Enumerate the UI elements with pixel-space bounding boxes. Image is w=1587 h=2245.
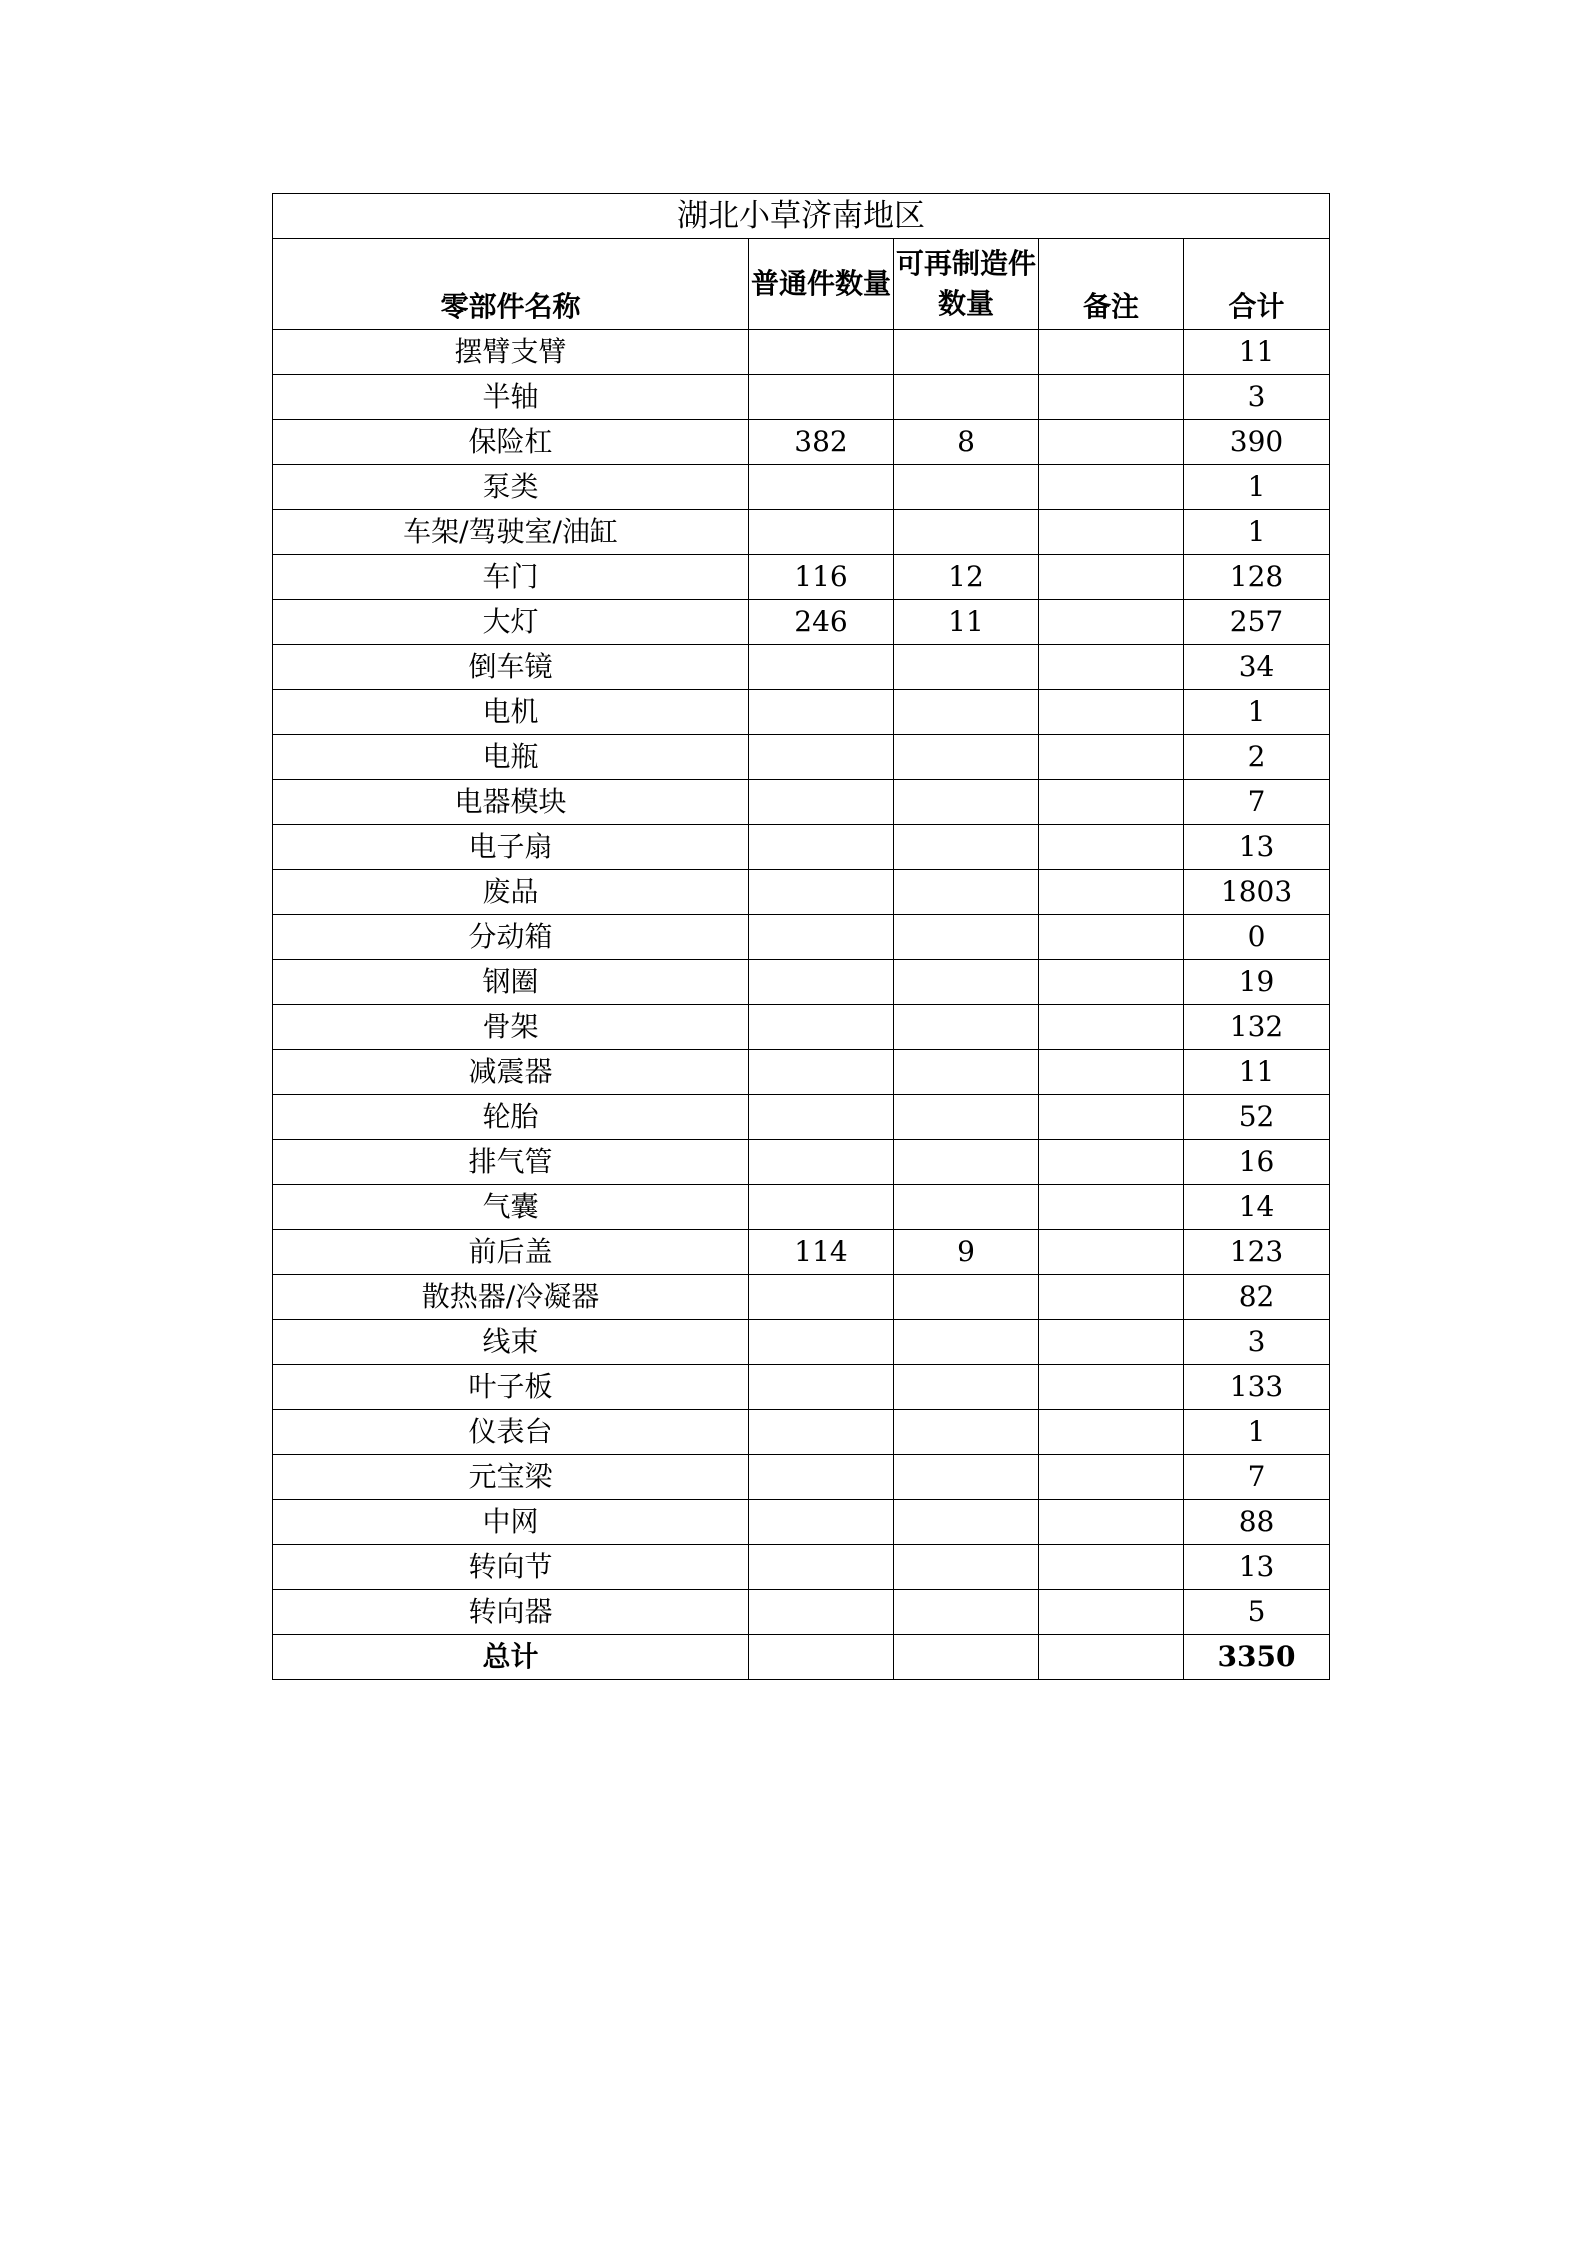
cell-remark — [1039, 1140, 1184, 1185]
cell-normal-qty — [749, 1050, 894, 1095]
cell-reman-qty — [894, 960, 1039, 1005]
cell-total: 5 — [1184, 1590, 1330, 1635]
cell-reman-qty: 8 — [894, 420, 1039, 465]
cell-part-name: 叶子板 — [273, 1365, 749, 1410]
cell-remark — [1039, 465, 1184, 510]
cell-total: 13 — [1184, 825, 1330, 870]
table-row — [273, 510, 1330, 555]
cell-normal-qty — [749, 780, 894, 825]
table-row — [273, 1050, 1330, 1095]
table-row — [273, 1365, 1330, 1410]
cell-total: 88 — [1184, 1500, 1330, 1545]
cell-total: 16 — [1184, 1140, 1330, 1185]
cell-reman-qty — [894, 915, 1039, 960]
cell-part-name: 泵类 — [273, 465, 749, 510]
cell-part-name: 电瓶 — [273, 735, 749, 780]
total-row — [273, 1635, 1330, 1680]
cell-remark — [1039, 1410, 1184, 1455]
cell-reman-qty — [894, 645, 1039, 690]
cell-normal-qty — [749, 1140, 894, 1185]
total-remark — [1039, 1635, 1184, 1680]
table-row — [273, 1005, 1330, 1050]
cell-part-name: 仪表台 — [273, 1410, 749, 1455]
cell-reman-qty — [894, 1005, 1039, 1050]
cell-remark — [1039, 915, 1184, 960]
cell-remark — [1039, 1590, 1184, 1635]
cell-part-name: 前后盖 — [273, 1230, 749, 1275]
cell-part-name: 中网 — [273, 1500, 749, 1545]
cell-normal-qty: 116 — [749, 555, 894, 600]
cell-part-name: 轮胎 — [273, 1095, 749, 1140]
cell-normal-qty — [749, 1500, 894, 1545]
cell-reman-qty — [894, 780, 1039, 825]
cell-remark — [1039, 1275, 1184, 1320]
cell-normal-qty — [749, 1365, 894, 1410]
cell-remark — [1039, 1050, 1184, 1095]
cell-normal-qty — [749, 1095, 894, 1140]
cell-part-name: 线束 — [273, 1320, 749, 1365]
cell-normal-qty — [749, 690, 894, 735]
cell-reman-qty — [894, 465, 1039, 510]
table-row — [273, 330, 1330, 375]
table-row — [273, 825, 1330, 870]
table-row — [273, 1410, 1330, 1455]
cell-part-name: 车架/驾驶室/油缸 — [273, 510, 749, 555]
cell-normal-qty — [749, 825, 894, 870]
table-row — [273, 645, 1330, 690]
table-row — [273, 600, 1330, 645]
header-row — [273, 239, 1330, 330]
table-row — [273, 1275, 1330, 1320]
cell-normal-qty — [749, 1410, 894, 1455]
cell-part-name: 排气管 — [273, 1140, 749, 1185]
table-row — [273, 870, 1330, 915]
cell-total: 19 — [1184, 960, 1330, 1005]
cell-normal-qty — [749, 510, 894, 555]
cell-part-name: 半轴 — [273, 375, 749, 420]
cell-total: 0 — [1184, 915, 1330, 960]
cell-part-name: 气囊 — [273, 1185, 749, 1230]
cell-part-name: 保险杠 — [273, 420, 749, 465]
cell-total: 11 — [1184, 1050, 1330, 1095]
header-normal-qty: 普通件数量 — [749, 239, 894, 330]
cell-total: 13 — [1184, 1545, 1330, 1590]
table-row — [273, 915, 1330, 960]
total-label: 总计 — [273, 1635, 749, 1680]
cell-normal-qty — [749, 1545, 894, 1590]
cell-remark — [1039, 1545, 1184, 1590]
cell-normal-qty — [749, 1275, 894, 1320]
cell-part-name: 大灯 — [273, 600, 749, 645]
table-row — [273, 735, 1330, 780]
cell-reman-qty — [894, 1455, 1039, 1500]
table-row — [273, 780, 1330, 825]
cell-remark — [1039, 600, 1184, 645]
cell-part-name: 废品 — [273, 870, 749, 915]
cell-reman-qty — [894, 1365, 1039, 1410]
cell-total: 52 — [1184, 1095, 1330, 1140]
cell-reman-qty — [894, 1410, 1039, 1455]
cell-remark — [1039, 645, 1184, 690]
table-row — [273, 690, 1330, 735]
cell-normal-qty — [749, 465, 894, 510]
cell-reman-qty — [894, 375, 1039, 420]
cell-remark — [1039, 825, 1184, 870]
total-normal-qty — [749, 1635, 894, 1680]
cell-normal-qty — [749, 735, 894, 780]
cell-total: 390 — [1184, 420, 1330, 465]
table-row — [273, 555, 1330, 600]
cell-remark — [1039, 960, 1184, 1005]
cell-part-name: 钢圈 — [273, 960, 749, 1005]
cell-normal-qty — [749, 1320, 894, 1365]
header-total: 合计 — [1184, 239, 1330, 330]
cell-remark — [1039, 690, 1184, 735]
cell-remark — [1039, 1230, 1184, 1275]
cell-part-name: 摆臂支臂 — [273, 330, 749, 375]
cell-total: 3 — [1184, 375, 1330, 420]
cell-part-name: 转向器 — [273, 1590, 749, 1635]
cell-reman-qty — [894, 1320, 1039, 1365]
table-title: 湖北小草济南地区 — [273, 194, 1330, 239]
table-row — [273, 1590, 1330, 1635]
cell-remark — [1039, 375, 1184, 420]
cell-part-name: 电机 — [273, 690, 749, 735]
cell-reman-qty — [894, 1185, 1039, 1230]
cell-total: 34 — [1184, 645, 1330, 690]
cell-remark — [1039, 420, 1184, 465]
cell-reman-qty — [894, 1590, 1039, 1635]
cell-reman-qty — [894, 690, 1039, 735]
cell-part-name: 减震器 — [273, 1050, 749, 1095]
table-row — [273, 1500, 1330, 1545]
cell-remark — [1039, 1185, 1184, 1230]
cell-normal-qty: 114 — [749, 1230, 894, 1275]
cell-total: 1 — [1184, 690, 1330, 735]
grand-total: 3350 — [1184, 1635, 1330, 1680]
cell-total: 14 — [1184, 1185, 1330, 1230]
cell-part-name: 电子扇 — [273, 825, 749, 870]
cell-total: 11 — [1184, 330, 1330, 375]
cell-normal-qty — [749, 960, 894, 1005]
cell-remark — [1039, 1455, 1184, 1500]
cell-reman-qty — [894, 1095, 1039, 1140]
cell-remark — [1039, 1365, 1184, 1410]
table-row — [273, 375, 1330, 420]
cell-normal-qty — [749, 645, 894, 690]
cell-reman-qty — [894, 735, 1039, 780]
cell-normal-qty — [749, 330, 894, 375]
cell-remark — [1039, 735, 1184, 780]
cell-reman-qty — [894, 1140, 1039, 1185]
cell-total: 1 — [1184, 1410, 1330, 1455]
cell-total: 1 — [1184, 465, 1330, 510]
table-row — [273, 420, 1330, 465]
cell-part-name: 倒车镜 — [273, 645, 749, 690]
cell-part-name: 电器模块 — [273, 780, 749, 825]
cell-total: 123 — [1184, 1230, 1330, 1275]
cell-normal-qty — [749, 1005, 894, 1050]
cell-normal-qty — [749, 1455, 894, 1500]
cell-reman-qty — [894, 870, 1039, 915]
total-reman-qty — [894, 1635, 1039, 1680]
cell-remark — [1039, 780, 1184, 825]
parts-summary-table — [272, 193, 1330, 1680]
cell-normal-qty — [749, 375, 894, 420]
cell-part-name: 车门 — [273, 555, 749, 600]
cell-remark — [1039, 555, 1184, 600]
cell-reman-qty — [894, 1500, 1039, 1545]
cell-part-name: 分动箱 — [273, 915, 749, 960]
table-row — [273, 1230, 1330, 1275]
cell-remark — [1039, 1320, 1184, 1365]
cell-reman-qty — [894, 330, 1039, 375]
cell-remark — [1039, 510, 1184, 555]
cell-reman-qty — [894, 1050, 1039, 1095]
cell-reman-qty — [894, 510, 1039, 555]
cell-reman-qty — [894, 1545, 1039, 1590]
table-row — [273, 1455, 1330, 1500]
cell-part-name: 元宝梁 — [273, 1455, 749, 1500]
cell-normal-qty — [749, 870, 894, 915]
cell-remark — [1039, 1095, 1184, 1140]
cell-normal-qty: 246 — [749, 600, 894, 645]
cell-reman-qty: 9 — [894, 1230, 1039, 1275]
table-row — [273, 1185, 1330, 1230]
table-row — [273, 465, 1330, 510]
cell-total: 7 — [1184, 1455, 1330, 1500]
cell-total: 82 — [1184, 1275, 1330, 1320]
cell-total: 132 — [1184, 1005, 1330, 1050]
cell-remark — [1039, 330, 1184, 375]
cell-reman-qty — [894, 825, 1039, 870]
header-part-name: 零部件名称 — [273, 239, 749, 330]
table-row — [273, 960, 1330, 1005]
cell-reman-qty — [894, 1275, 1039, 1320]
header-reman-qty: 可再制造件数量 — [894, 239, 1039, 330]
cell-remark — [1039, 1500, 1184, 1545]
cell-part-name: 转向节 — [273, 1545, 749, 1590]
cell-total: 128 — [1184, 555, 1330, 600]
header-remark: 备注 — [1039, 239, 1184, 330]
table-row — [273, 1095, 1330, 1140]
cell-part-name: 骨架 — [273, 1005, 749, 1050]
cell-remark — [1039, 1005, 1184, 1050]
cell-reman-qty: 12 — [894, 555, 1039, 600]
cell-normal-qty — [749, 1185, 894, 1230]
table-row — [273, 1545, 1330, 1590]
cell-total: 1 — [1184, 510, 1330, 555]
cell-total: 2 — [1184, 735, 1330, 780]
cell-reman-qty: 11 — [894, 600, 1039, 645]
cell-total: 7 — [1184, 780, 1330, 825]
cell-normal-qty: 382 — [749, 420, 894, 465]
cell-remark — [1039, 870, 1184, 915]
cell-part-name: 散热器/冷凝器 — [273, 1275, 749, 1320]
table-row — [273, 1320, 1330, 1365]
cell-normal-qty — [749, 1590, 894, 1635]
cell-normal-qty — [749, 915, 894, 960]
cell-total: 257 — [1184, 600, 1330, 645]
cell-total: 3 — [1184, 1320, 1330, 1365]
cell-total: 133 — [1184, 1365, 1330, 1410]
cell-total: 1803 — [1184, 870, 1330, 915]
title-row — [273, 194, 1330, 239]
table-row — [273, 1140, 1330, 1185]
